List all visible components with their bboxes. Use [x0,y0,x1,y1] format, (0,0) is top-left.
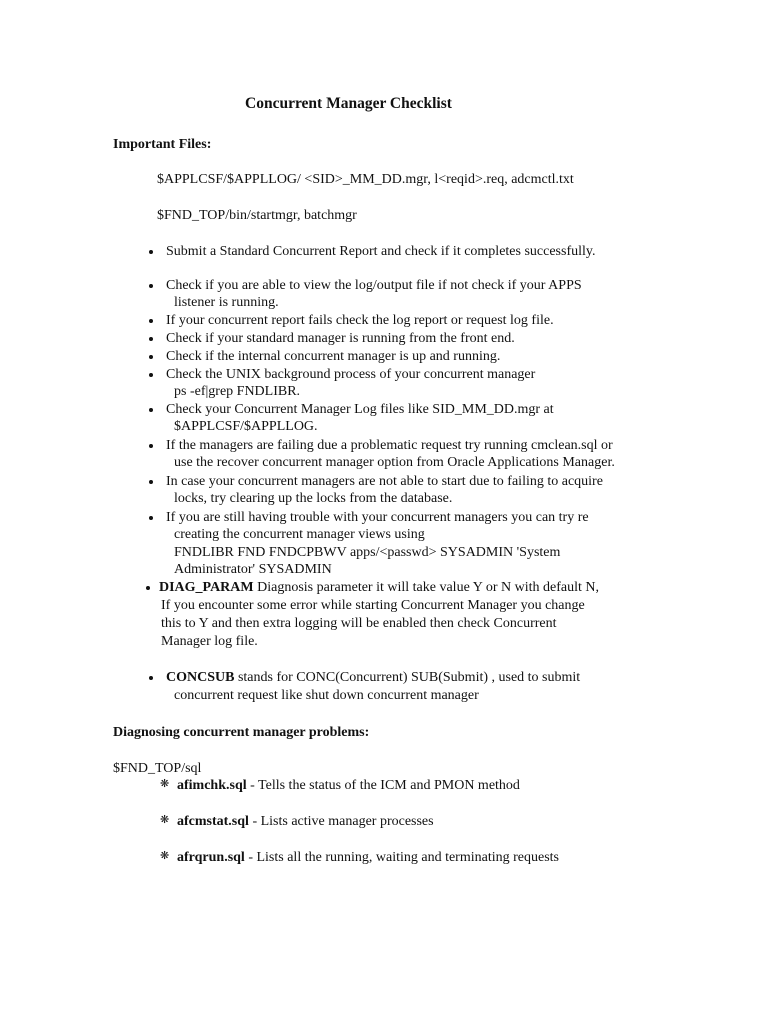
diag-param-line-3: this to Y and then extra logging will be enabled then check Concurrent [161,616,557,631]
script-item-2 [177,813,434,831]
diagnosing-heading: Diagnosing concurrent manager problems: [113,725,370,740]
checklist-item-2-line-2: listener is running. [174,295,279,310]
script-description: - Lists all the running, waiting and terminating requests [244,850,559,865]
checklist-item-10-line-2: creating the concurrent manager views using [174,527,425,542]
checklist-item-6-line-1: Check the UNIX background process of your concurrent manager [166,367,536,382]
checklist-item-3-line-1: If your concurrent report fails check the log report or request log file. [166,313,554,328]
bullet-icon [149,480,153,484]
script-description: - Tells the status of the ICM and PMON method [246,778,520,793]
diag-param-line-1 [159,579,599,597]
checklist-item-9-line-2: locks, try clearing up the locks from the database. [174,491,453,506]
checklist-item-2-line-1: Check if you are able to view the log/output file if not check if your APPS [166,278,582,293]
bullet-icon [149,355,153,359]
checklist-item-10-line-4: Administrator' SYSADMIN [174,562,332,577]
concsub-term: CONCSUB [166,670,235,685]
script-description: - Lists active manager processes [248,814,434,829]
bullet-icon [149,408,153,412]
diag-param-term: DIAG_PARAM [159,580,254,595]
bullet-icon [149,516,153,520]
checklist-item-7-line-2: $APPLCSF/$APPLLOG. [174,419,318,434]
document-title: Concurrent Manager Checklist [245,95,452,112]
script-name: afimchk.sql [177,778,247,793]
bullet-icon [149,319,153,323]
star-bullet-icon: ❋ [160,850,170,862]
bullet-icon [146,586,150,590]
script-item-3 [177,849,559,867]
script-item-1 [177,777,520,795]
checklist-item-5-line-1: Check if the internal concurrent manager is up and running. [166,349,501,364]
checklist-item-8-line-2: use the recover concurrent manager option from Oracle Applications Manager. [174,455,615,470]
diag-param-line-2: If you encounter some error while starting Concurrent Manager you change [161,598,585,613]
concsub-description: stands for CONC(Concurrent) SUB(Submit) , used to submit [234,670,581,685]
checklist-item-7-line-1: Check your Concurrent Manager Log files like SID_MM_DD.mgr at [166,402,554,417]
script-name: afrqrun.sql [177,850,245,865]
bullet-icon [149,444,153,448]
important-files-line-2: $FND_TOP/bin/startmgr, batchmgr [157,208,357,223]
bullet-icon [149,284,153,288]
bullet-icon [149,250,153,254]
checklist-item-10-line-1: If you are still having trouble with your concurrent managers you can try re [166,510,589,525]
bullet-icon [149,373,153,377]
checklist-item-10-line-3: FNDLIBR FND FNDCPBWV apps/<passwd> SYSADMIN 'System [174,545,561,560]
checklist-item-6-line-2: ps -ef|grep FNDLIBR. [174,384,301,399]
star-bullet-icon: ❋ [160,814,170,826]
diag-param-description: Diagnosis parameter it will take value Y or N with default N, [253,580,599,595]
important-files-heading: Important Files: [113,137,212,152]
star-bullet-icon: ❋ [160,778,170,790]
diag-param-line-4: Manager log file. [161,634,258,649]
concsub-line-1 [166,669,580,687]
concsub-line-2: concurrent request like shut down concurrent manager [174,688,479,703]
checklist-item-8-line-1: If the managers are failing due a problematic request try running cmclean.sql or [166,438,613,453]
sql-path: $FND_TOP/sql [113,761,202,776]
bullet-icon [149,676,153,680]
checklist-item-9-line-1: In case your concurrent managers are not able to start due to failing to acquire [166,474,603,489]
checklist-item-4-line-1: Check if your standard manager is running from the front end. [166,331,515,346]
script-name: afcmstat.sql [177,814,249,829]
important-files-line-1: $APPLCSF/$APPLLOG/ <SID>_MM_DD.mgr, l<reqid>.req, adcmctl.txt [157,172,574,187]
bullet-icon [149,337,153,341]
checklist-item-1-line-1: Submit a Standard Concurrent Report and check if it completes successfully. [166,244,596,259]
